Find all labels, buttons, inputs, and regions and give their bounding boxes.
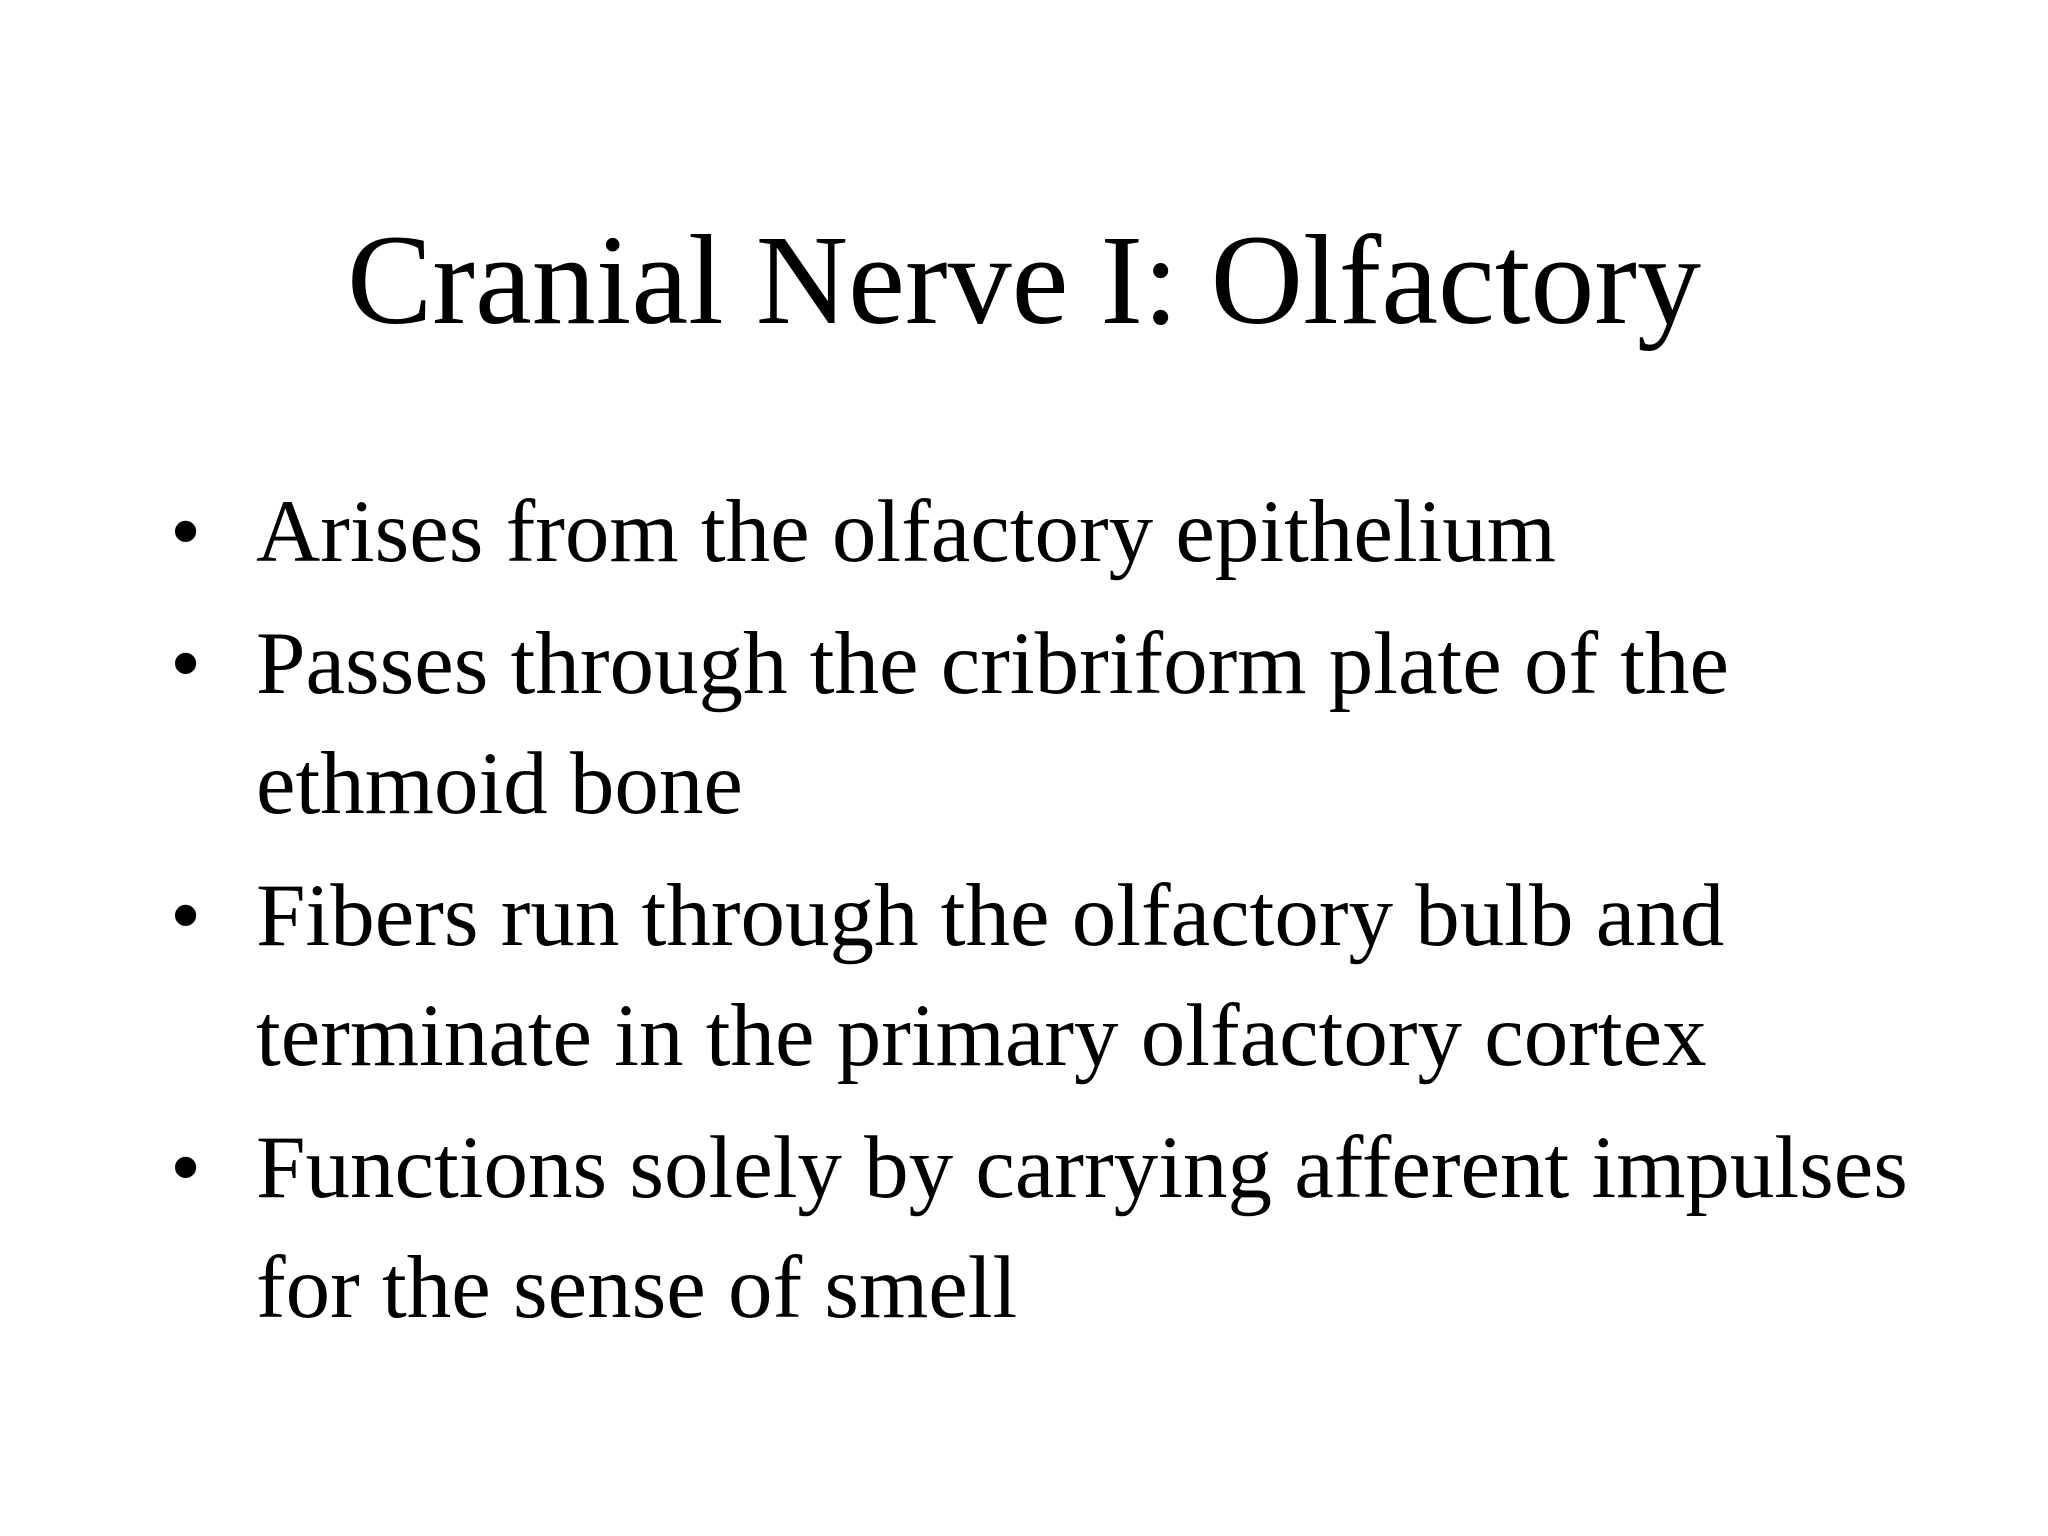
bullet-item <box>170 1108 1910 1348</box>
slide-title: Cranial Nerve I: Olfactory <box>346 209 1702 351</box>
bullet-item <box>170 604 1910 844</box>
bullet-text: Passes through the cribriform plate of the ethmoid bone <box>256 615 1730 833</box>
bullet-list <box>170 472 1910 1360</box>
bullet-icon: • <box>170 615 202 713</box>
bullet-text: Arises from the olfactory epithelium <box>256 483 1557 581</box>
bullet-text: Functions solely by carrying afferent impulses for the sense of smell <box>256 1119 1908 1337</box>
bullet-item <box>170 856 1910 1096</box>
bullet-item <box>170 472 1910 592</box>
bullet-text: Fibers run through the olfactory bulb and terminate in the primary olfactory cortex <box>256 867 1725 1085</box>
bullet-icon: • <box>170 483 202 581</box>
bullet-icon: • <box>170 1119 202 1217</box>
bullet-icon: • <box>170 867 202 965</box>
